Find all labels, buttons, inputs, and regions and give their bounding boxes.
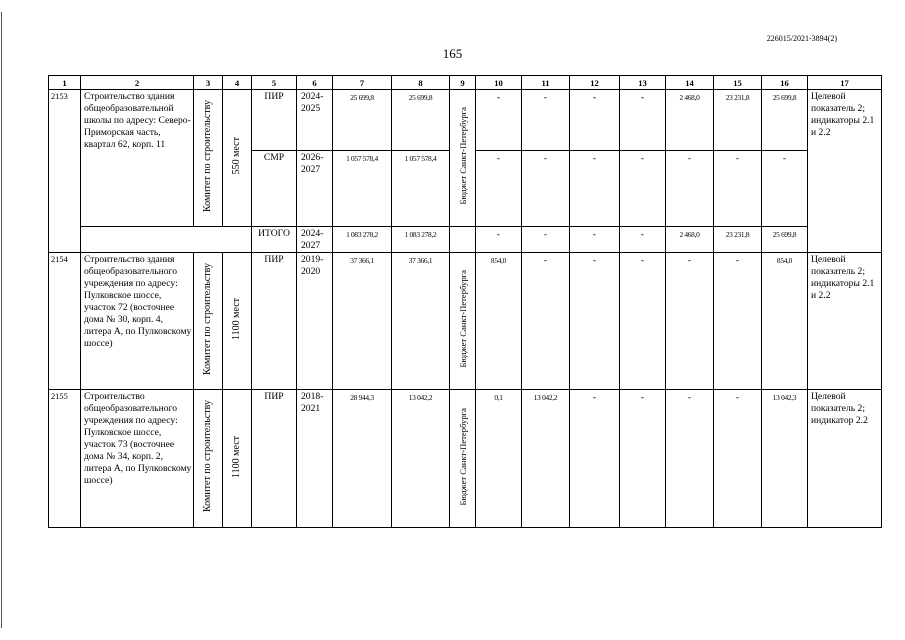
cost-budget: 13 042,2 [392,390,450,528]
value-cell: - [666,390,714,528]
col-header: 3 [194,76,223,90]
document-id: 226015/2021-3894(2) [766,34,837,43]
item-code: 2154 [49,253,81,390]
col-header: 6 [297,76,333,90]
budget-label: Бюджет Санкт-Петербурга [457,407,468,506]
value-cell: - [620,151,666,227]
stage-cell: ПИР [252,90,297,151]
cost-total: 1 083 278,2 [333,227,392,253]
value-cell: - [522,151,570,227]
stage-cell: ПИР [252,253,297,390]
item-code: 2153 [49,90,81,253]
value-cell: - [522,90,570,151]
cost-total: 37 366,1 [333,253,392,390]
col-header: 17 [808,76,882,90]
value-cell: 23 231,8 [714,227,762,253]
organization-label: Комитет по строительству [202,400,213,513]
col-header: 9 [450,76,476,90]
budget-cell-empty [450,227,476,253]
value-cell: 13 042,2 [522,390,570,528]
years-cell: 2024-2027 [297,227,333,253]
item-name: Строительство здания общеобразовательного учреждения по адресу: Пулковское шоссе, участок 72 (восточнее дома № 30, корп. 4, литера А, по Пулковскому шоссе) [81,253,194,390]
value-cell: - [620,253,666,390]
col-header: 2 [81,76,194,90]
col-header: 14 [666,76,714,90]
table-row [49,390,882,528]
cost-total: 28 944,3 [333,390,392,528]
value-cell: 13 042,3 [762,390,808,528]
value-cell: - [570,253,620,390]
organization-cell [194,253,223,390]
budget-cell [450,90,476,227]
value-cell: - [666,253,714,390]
table-row [49,253,882,390]
value-cell: - [714,390,762,528]
value-cell: - [620,227,666,253]
organization-cell [194,390,223,528]
capacity-cell [223,390,252,528]
cost-budget: 37 366,1 [392,253,450,390]
value-cell: 25 699,8 [762,90,808,151]
cost-total: 1 057 578,4 [333,151,392,227]
budget-cell [450,390,476,528]
cost-budget: 1 057 578,4 [392,151,450,227]
left-margin-rule [1,12,2,628]
value-cell: - [620,90,666,151]
category-cell: Целевой показатель 2; индикатор 2.2 [808,390,882,528]
value-cell: - [476,227,522,253]
value-cell: - [620,390,666,528]
value-cell: - [570,390,620,528]
total-spacer [81,227,252,253]
item-name: Строительство здания общеобразовательной школы по адресу: Северо-Приморская часть, квартал 62, корп. 11 [81,90,194,227]
value-cell: - [714,253,762,390]
value-cell: - [476,90,522,151]
col-header: 15 [714,76,762,90]
capacity-cell [223,253,252,390]
col-header: 16 [762,76,808,90]
value-cell: - [476,151,522,227]
value-cell: 23 231,8 [714,90,762,151]
item-name: Строительство общеобразовательного учреждения по адресу: Пулковское шоссе, участок 73 (восточнее дома № 34, корп. 2, литера А, по Пулковскому шоссе) [81,390,194,528]
organization-label: Комитет по строительству [202,262,213,376]
table-row-total [49,227,882,253]
value-cell: - [570,90,620,151]
years-cell: 2024-2025 [297,90,333,151]
value-cell: - [522,227,570,253]
program-table [48,75,882,528]
program-table-wrapper [48,75,882,528]
capacity-label: 1100 мест [231,298,242,340]
cost-total: 25 699,8 [333,90,392,151]
col-header: 12 [570,76,620,90]
stage-cell: ПИР [252,390,297,528]
col-header: 1 [49,76,81,90]
col-header: 13 [620,76,666,90]
value-cell: - [666,151,714,227]
value-cell: 854,0 [476,253,522,390]
years-cell: 2019-2020 [297,253,333,390]
budget-cell [450,253,476,390]
capacity-cell [223,90,252,227]
organization-label: Комитет по строительству [202,99,213,213]
capacity-label: 1100 мест [231,435,242,478]
years-cell: 2026-2027 [297,151,333,227]
budget-label: Бюджет Санкт-Петербурга [457,107,468,205]
category-cell: Целевой показатель 2; индикаторы 2.1 и 2.2 [808,90,882,253]
capacity-label: 550 мест [231,137,242,175]
value-cell: 25 699,8 [762,227,808,253]
col-header: 8 [392,76,450,90]
col-header: 5 [252,76,297,90]
col-header: 11 [522,76,570,90]
years-cell: 2018-2021 [297,390,333,528]
value-cell: 854,0 [762,253,808,390]
item-code: 2155 [49,390,81,528]
table-row [49,90,882,151]
cost-budget: 25 699,8 [392,90,450,151]
category-cell: Целевой показатель 2; индикаторы 2.1 и 2.2 [808,253,882,390]
value-cell: - [570,227,620,253]
cost-budget: 1 083 278,2 [392,227,450,253]
page-number: 165 [442,46,463,61]
value-cell: - [522,253,570,390]
budget-label: Бюджет Санкт-Петербурга [457,270,468,368]
organization-cell [194,90,223,227]
col-header: 7 [333,76,392,90]
col-header: 4 [223,76,252,90]
total-label: ИТОГО [252,227,297,253]
header-row [49,76,882,90]
value-cell: - [714,151,762,227]
value-cell: 0,1 [476,390,522,528]
value-cell: 2 468,0 [666,90,714,151]
value-cell: - [762,151,808,227]
stage-cell: СМР [252,151,297,227]
col-header: 10 [476,76,522,90]
value-cell: 2 468,0 [666,227,714,253]
value-cell: - [570,151,620,227]
